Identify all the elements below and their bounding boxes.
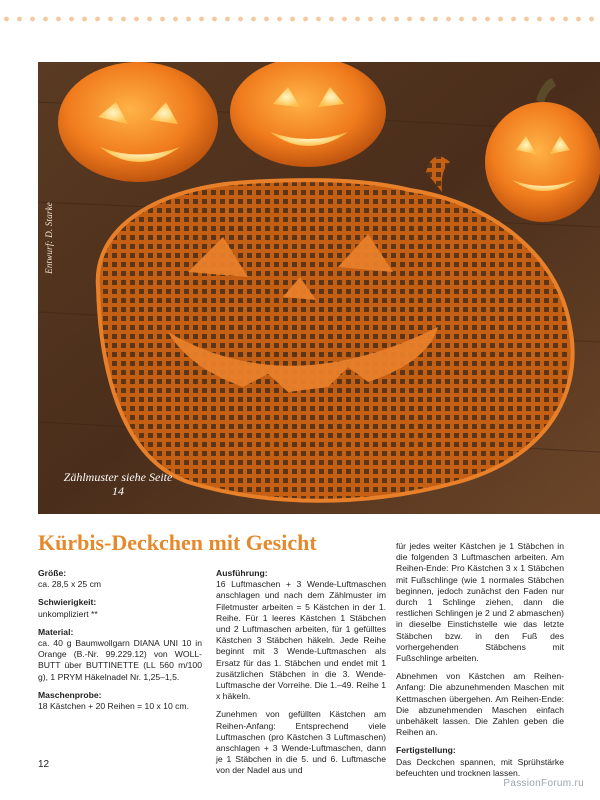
decrease-section xyxy=(396,671,564,738)
instructions-column-1 xyxy=(38,568,202,719)
material-label: Material: xyxy=(38,626,74,637)
jack-o-lantern-left xyxy=(58,62,218,182)
finishing-section xyxy=(396,745,564,779)
difficulty-section xyxy=(38,597,202,619)
material-text: ca. 40 g Baumwollgarn DIANA UNI 10 in Orange (B.-Nr. 99.229.12) von WOLL-BUTT über BUTTINETTE (LL 560 m/100 g), 1 PRYM Häkelnadel Nr. 1,25–1,5. xyxy=(38,638,202,682)
decrease-text: Abnehmen von Kästchen am Reihen-Anfang: Die abzunehmenden Maschen mit Kettmaschen übergehen. Am Reihen-Ende: Die abzunehmenden Maschen einfach unbehäkelt lassen. Die Zahlen geben die Reihen an. xyxy=(396,671,564,738)
decorative-dotted-border xyxy=(0,0,600,38)
instructions-column-2 xyxy=(216,568,386,784)
finishing-label: Fertigstellung: xyxy=(396,745,456,756)
jack-o-lantern-center xyxy=(230,62,386,167)
execution-label: Ausführung: xyxy=(216,568,268,578)
page-title: Kürbis-Deckchen mit Gesicht xyxy=(38,530,317,555)
continuation-section xyxy=(396,541,564,664)
size-text: ca. 28,5 x 25 cm xyxy=(38,579,102,590)
doily-photo xyxy=(38,62,600,514)
execution-text: 16 Luftmaschen + 3 Wende-Luftmaschen anschlagen und nach dem Zählmuster im Filetmuster arbeiten = 5 Kästchen in der 1. Reihe. Für 1 leeres Kästchen 1 Stäbchen und 2 Luftmaschen arbeiten, für 1 gefülltes Kästchen 3 Stäbchen häkeln. Jede Reihe beginnt mit 3 Wende-Luftmaschen als Ersatz für das 1. Stäbchen und endet mit 1 zusätzlichen Stäbchen in die 3. Wende-Luftmasche der Vorreihe. Die 1.–49. Reihe 1 x häkeln. xyxy=(216,579,386,702)
watermark: PassionForum.ru xyxy=(503,778,584,789)
instructions-column-3 xyxy=(396,541,564,786)
dotted-border-pattern xyxy=(0,0,600,38)
increase-text: Zunehmen von gefüllten Kästchen am Reihen-Anfang: Entsprechend viele Luftmaschen (pro Kästchen 3 Luftmaschen) anschlagen + 3 Wende-Luftmaschen, dann je 1 Stäbchen in die 5. und 6. Luftmasche von der Nadel aus und xyxy=(216,709,386,776)
page-number: 12 xyxy=(38,759,50,770)
doily-illustration xyxy=(38,62,600,514)
pattern-reference-note: Zählmuster siehe Seite 14 xyxy=(63,470,173,498)
difficulty-text: unkompliziert ** xyxy=(38,608,98,619)
execution-section xyxy=(216,568,386,702)
gauge-label: Maschenprobe: xyxy=(38,689,102,700)
size-section xyxy=(38,568,202,590)
gauge-text: 18 Kästchen + 20 Reihen = 10 x 10 cm. xyxy=(38,701,189,712)
size-label: Größe: xyxy=(38,568,67,578)
material-section xyxy=(38,627,202,683)
increase-section xyxy=(216,709,386,776)
continuation-text: für jedes weiter Kästchen je 1 Stäbchen in die folgenden 3 Luftmaschen arbeiten. Am Reihen-Ende: Pro Kästchen 3 x 1 Stäbchen mit Fußschlinge (wie 1 normales Stäbchen beginnen, jedoch zunächst den Faden nur durch 1 Schlinge ziehen, dann die restlichen Schlingen je 2 und 2 abmaschen) in dieselbe Einstichstelle wie das letzte Stäbchen bzw. in den Fuß des vorhergehenden Stäbchens mit Fußschlinge arbeiten. xyxy=(396,541,564,664)
designer-credit: Entwurf: D. Starke xyxy=(44,202,54,274)
difficulty-label: Schwierigkeit: xyxy=(38,597,97,608)
finishing-text: Das Deckchen spannen, mit Sprühstärke befeuchten und trocknen lassen. xyxy=(396,756,564,778)
gauge-section xyxy=(38,690,202,712)
